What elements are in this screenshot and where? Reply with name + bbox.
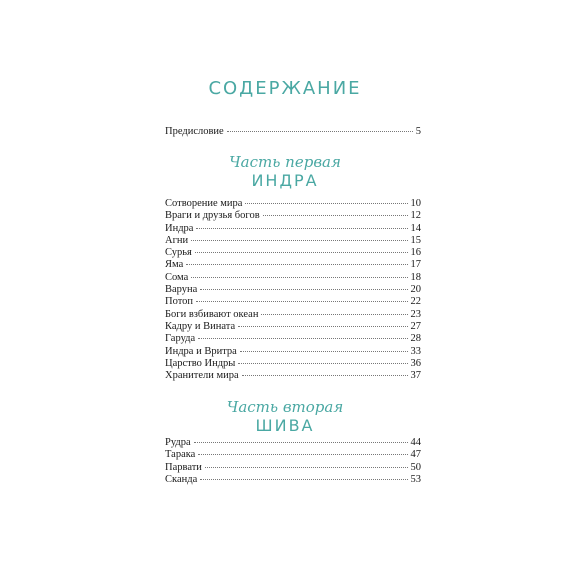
- part2-subtitle: Часть вторая: [226, 398, 344, 416]
- toc-entry-page: 33: [410, 345, 421, 357]
- toc-entry-title: Парвати: [165, 461, 202, 473]
- toc-entry-page: 53: [410, 473, 421, 485]
- toc-entry-title: Хранители мира: [165, 370, 239, 382]
- toc-entry-page: 5: [415, 126, 421, 137]
- toc-entry[interactable]: [165, 449, 421, 461]
- toc-entry-title: Индра и Вритра: [165, 345, 237, 357]
- dot-leader: [186, 264, 407, 265]
- toc-entry-page: 12: [410, 210, 421, 222]
- toc-entry-page: 20: [410, 284, 421, 296]
- toc-entry-title: Агни: [165, 234, 189, 246]
- dot-leader: [242, 375, 408, 376]
- page-title: СОДЕРЖАНИЕ: [208, 78, 362, 99]
- dot-leader: [245, 203, 407, 204]
- toc-entry-title: Потоп: [165, 296, 194, 308]
- toc-entry-page: 23: [410, 308, 421, 320]
- toc-entry-page: 18: [410, 271, 421, 283]
- toc-entry-title: Рудра: [165, 437, 191, 448]
- dot-leader: [238, 326, 407, 327]
- part1-name: ИНДРА: [251, 171, 319, 190]
- part2-heading: [0, 398, 570, 436]
- part2-toc: [165, 437, 421, 486]
- toc-entry[interactable]: [165, 272, 421, 284]
- toc-entry-page: 22: [410, 296, 421, 308]
- dot-leader: [196, 228, 407, 229]
- toc-entry[interactable]: [165, 296, 421, 308]
- toc-entry[interactable]: [165, 321, 421, 333]
- dot-leader: [200, 289, 407, 290]
- toc-entry[interactable]: [165, 346, 421, 358]
- part1-toc: [165, 198, 421, 382]
- toc-entry-page: 44: [410, 437, 421, 448]
- toc-entry-title: Индра: [165, 222, 194, 234]
- dot-leader: [198, 338, 407, 339]
- preface-section: [165, 126, 421, 138]
- dot-leader: [191, 277, 407, 278]
- toc-entry-title: Кадру и Вината: [165, 320, 236, 332]
- toc-entry-title: Царство Индры: [165, 357, 236, 369]
- toc-entry-page: 47: [410, 449, 421, 461]
- toc-entry[interactable]: [165, 462, 421, 474]
- toc-entry[interactable]: [165, 437, 421, 449]
- toc-entry[interactable]: [165, 210, 421, 222]
- toc-entry[interactable]: [165, 358, 421, 370]
- toc-entry-page: 27: [410, 320, 421, 332]
- toc-entry[interactable]: [165, 370, 421, 382]
- toc-entry-page: 50: [410, 461, 421, 473]
- toc-entry-page: 10: [410, 198, 421, 209]
- toc-entry-title: Сотворение мира: [165, 198, 243, 209]
- toc-entry-title: Варуна: [165, 284, 198, 296]
- dot-leader: [227, 131, 413, 132]
- toc-entry-page: 37: [410, 370, 421, 382]
- toc-entry-title: Сканда: [165, 473, 198, 485]
- dot-leader: [196, 301, 407, 302]
- dot-leader: [195, 252, 408, 253]
- dot-leader: [194, 442, 408, 443]
- dot-leader: [263, 215, 408, 216]
- toc-entry-page: 14: [410, 222, 421, 234]
- dot-leader: [200, 479, 407, 480]
- dot-leader: [261, 314, 407, 315]
- toc-entry[interactable]: [165, 309, 421, 321]
- part1-heading: [0, 153, 570, 191]
- toc-entry[interactable]: [165, 333, 421, 345]
- part2-name: ШИВА: [255, 416, 315, 435]
- toc-entry[interactable]: [165, 284, 421, 296]
- toc-entry-title: Яма: [165, 259, 184, 271]
- dot-leader: [191, 240, 407, 241]
- toc-entry[interactable]: [165, 223, 421, 235]
- dot-leader: [238, 363, 407, 364]
- toc-entry-title: Тарака: [165, 449, 196, 461]
- toc-entry-title: Боги взбивают океан: [165, 308, 259, 320]
- toc-entry-page: 28: [410, 333, 421, 345]
- dot-leader: [240, 351, 408, 352]
- toc-entry-title: Гаруда: [165, 333, 196, 345]
- dot-leader: [205, 467, 408, 468]
- toc-entry-preface[interactable]: [165, 126, 421, 138]
- toc-entry[interactable]: [165, 247, 421, 259]
- toc-entry-page: 17: [410, 259, 421, 271]
- toc-entry-title: Сома: [165, 271, 189, 283]
- toc-entry-page: 15: [410, 234, 421, 246]
- toc-entry[interactable]: [165, 474, 421, 486]
- toc-entry-title: Враги и друзья богов: [165, 210, 260, 222]
- toc-entry[interactable]: [165, 198, 421, 210]
- toc-entry-title: Предисловие: [165, 126, 224, 137]
- toc-entry-page: 16: [410, 247, 421, 259]
- toc-entry[interactable]: [165, 259, 421, 271]
- dot-leader: [198, 454, 407, 455]
- toc-entry-title: Сурья: [165, 247, 192, 259]
- toc-entry-page: 36: [410, 357, 421, 369]
- part1-subtitle: Часть первая: [229, 153, 341, 171]
- toc-entry[interactable]: [165, 235, 421, 247]
